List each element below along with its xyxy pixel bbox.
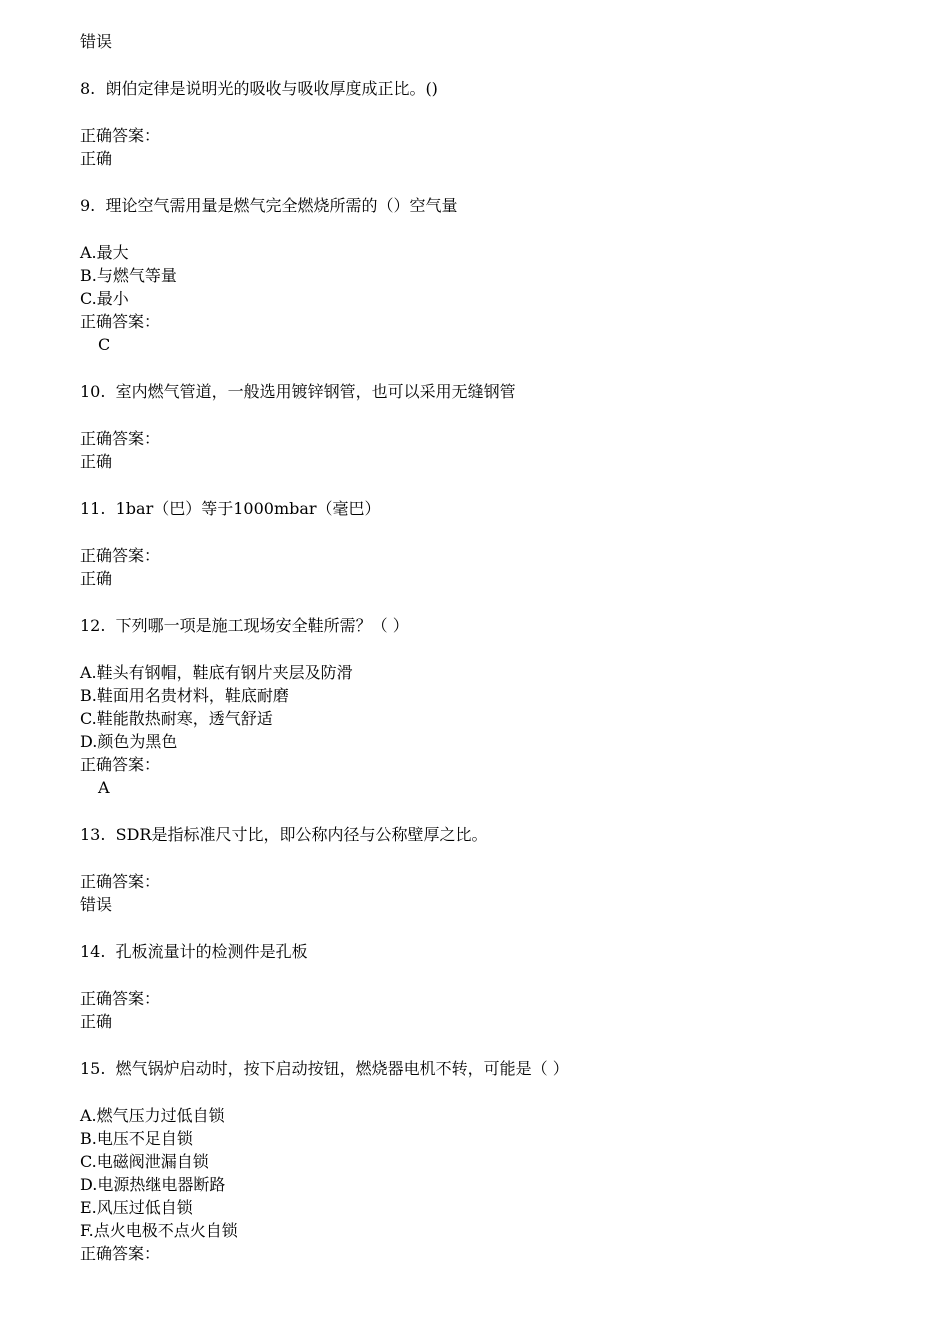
option: F.点火电极不点火自锁: [80, 1221, 238, 1240]
question-number: 10.: [80, 382, 106, 401]
answer-label: 正确答案：: [80, 1244, 161, 1263]
question-text: 室内燃气管道，一般选用镀锌钢管，也可以采用无缝钢管: [115, 382, 516, 401]
option: C.最小: [80, 289, 129, 308]
option: E.风压过低自锁: [80, 1198, 193, 1217]
option: D.颜色为黑色: [80, 732, 178, 751]
question-12: [80, 614, 880, 637]
question-text: 孔板流量计的检测件是孔板: [115, 942, 308, 961]
question-text: SDR是指标准尺寸比，即公称内径与公称壁厚之比。: [115, 825, 488, 844]
answer-value: 正确: [80, 452, 113, 471]
question-number: 15.: [80, 1059, 106, 1078]
question-number: 14.: [80, 942, 106, 961]
question-number: 13.: [80, 825, 106, 844]
top-answer-text: 错误: [80, 32, 113, 51]
answer-value: 错误: [80, 895, 113, 914]
option: A.燃气压力过低自锁: [80, 1106, 225, 1125]
option: A.鞋头有钢帽，鞋底有钢片夹层及防滑: [80, 663, 353, 682]
answer-label: 正确答案：: [80, 872, 161, 891]
question-8: [80, 77, 880, 100]
option: B.电压不足自锁: [80, 1129, 193, 1148]
answer-value: C: [98, 335, 111, 354]
option: C.电磁阀泄漏自锁: [80, 1152, 209, 1171]
answer-value: 正确: [80, 569, 113, 588]
question-number: 9.: [80, 196, 96, 215]
option: B.与燃气等量: [80, 266, 177, 285]
answer-value: A: [98, 778, 110, 797]
answer-label: 正确答案：: [80, 126, 161, 145]
answer-value: 正确: [80, 149, 113, 168]
question-text: 下列哪一项是施工现场安全鞋所需？（ ）: [115, 616, 409, 635]
answer-label: 正确答案：: [80, 312, 161, 331]
option: B.鞋面用名贵材料，鞋底耐磨: [80, 686, 289, 705]
answer-label: 正确答案：: [80, 755, 161, 774]
question-text: 1bar（巴）等于1000mbar（毫巴）: [115, 499, 381, 518]
question-15: [80, 1057, 880, 1080]
question-number: 8.: [80, 79, 96, 98]
question-11: [80, 497, 880, 520]
question-number: 12.: [80, 616, 106, 635]
question-14: [80, 940, 880, 963]
question-text: 朗伯定律是说明光的吸收与吸收厚度成正比。(): [105, 79, 438, 98]
answer-label: 正确答案：: [80, 989, 161, 1008]
answer-label: 正确答案：: [80, 429, 161, 448]
answer-label: 正确答案：: [80, 546, 161, 565]
question-10: [80, 380, 880, 403]
option: A.最大: [80, 243, 129, 262]
option: D.电源热继电器断路: [80, 1175, 226, 1194]
question-13: [80, 823, 880, 846]
question-text: 理论空气需用量是燃气完全燃烧所需的（）空气量: [105, 196, 458, 215]
question-9: [80, 194, 880, 217]
answer-value: 正确: [80, 1012, 113, 1031]
question-number: 11.: [80, 499, 106, 518]
question-text: 燃气锅炉启动时，按下启动按钮，燃烧器电机不转，可能是（ ）: [115, 1059, 569, 1078]
document-page: [80, 30, 880, 1265]
option: C.鞋能散热耐寒，透气舒适: [80, 709, 273, 728]
